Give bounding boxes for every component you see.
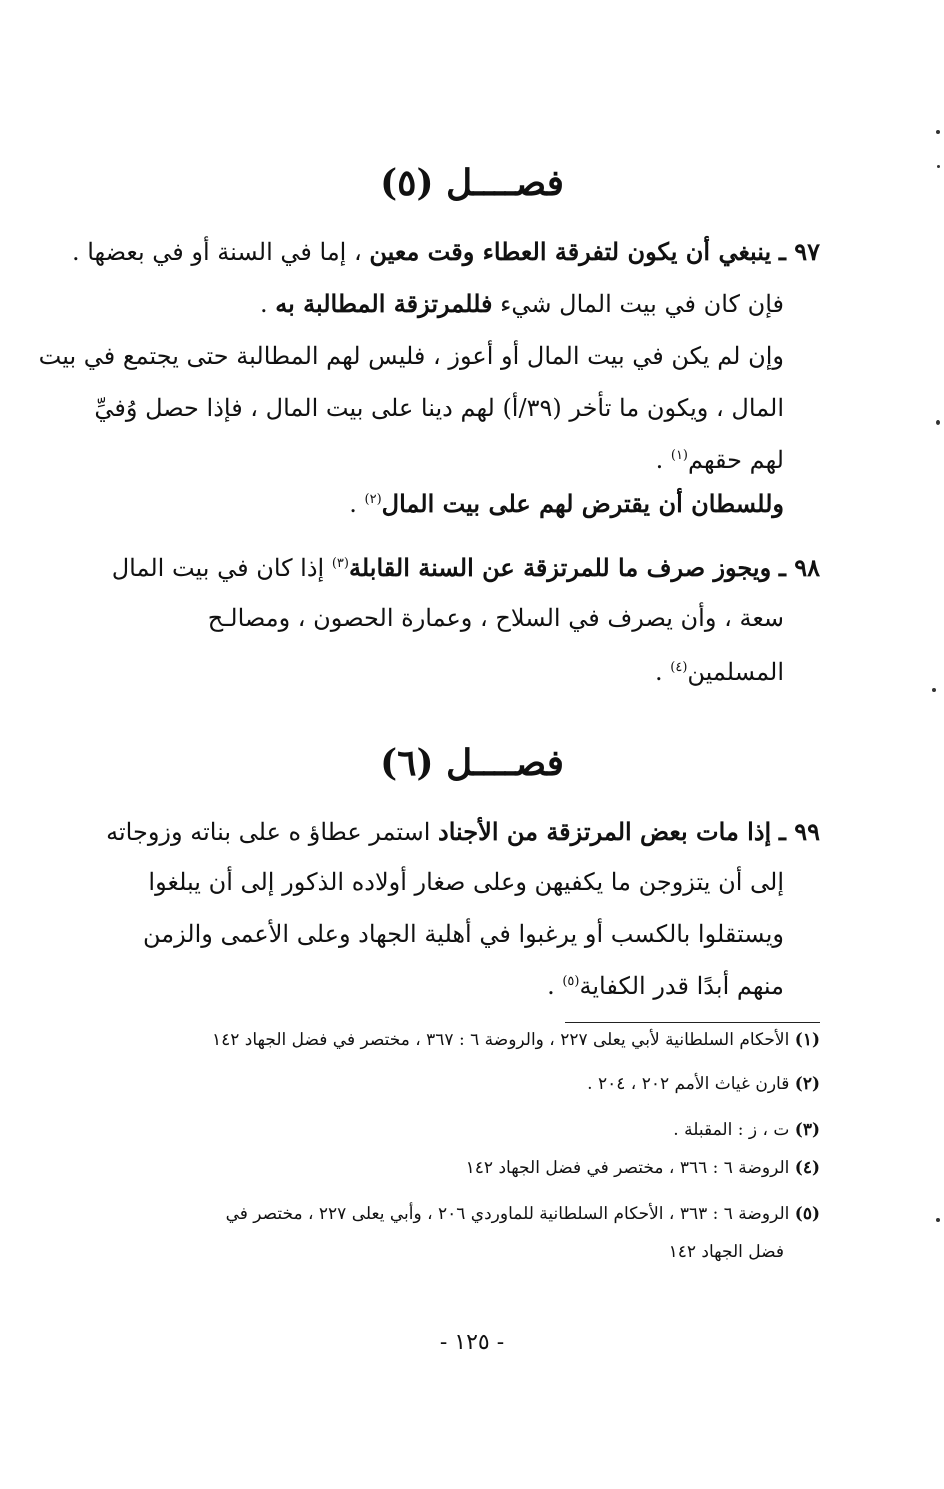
item-97-line-6 xyxy=(124,484,784,520)
item-97-line-5-text: لهم حقهم xyxy=(688,446,784,474)
item-99-line-2: إلى أن يتزوجن ما يكفيهن وعلى صغار أولاده الذكور إلى أن يبلغوا xyxy=(148,868,784,896)
footnote-ref-5: (٥) xyxy=(562,974,580,989)
footnote-5-number: (٥) xyxy=(794,1204,820,1224)
footnote-1 xyxy=(100,1028,820,1052)
item-98-line-3-end: . xyxy=(654,658,671,686)
item-99-number: ٩٩ ـ xyxy=(778,817,820,846)
footnote-2-text: قارن غياث الأمم ٢٠٢ ، ٢٠٤ . xyxy=(587,1074,790,1094)
item-97-line-2-end: . xyxy=(259,290,276,318)
footnote-4-text: الروضة ٦ : ٣٦٦ ، مختصر في فضل الجهاد ١٤٢ xyxy=(465,1158,790,1178)
footnote-ref-1: (١) xyxy=(670,448,688,463)
item-99-line-4-end: . xyxy=(547,972,563,1000)
footnote-5-text: الروضة ٦ : ٣٦٣ ، الأحكام السلطانية للماوردي ٢٠٦ ، وأبي يعلى ٢٢٧ ، مختصر في xyxy=(225,1204,790,1224)
item-98-line-3 xyxy=(124,652,784,688)
scan-mark xyxy=(936,130,940,134)
scan-mark xyxy=(937,165,940,168)
item-98-heading: ويجوز صرف ما للمرتزقة عن السنة القابلة xyxy=(348,553,772,582)
item-99-heading: إذا مات بعض المرتزقة من الأجناد xyxy=(438,817,772,846)
footnote-4 xyxy=(100,1156,820,1180)
page-number: - ١٢٥ - xyxy=(439,1330,505,1355)
item-99-line-1-rest: استمر عطاؤ ه على بناته وزوجاته xyxy=(106,818,439,846)
item-97-line-6-end: . xyxy=(349,490,365,518)
footnote-ref-3: (٣) xyxy=(331,556,349,571)
footnote-3-text: ت ، ز : المقبلة . xyxy=(673,1120,790,1140)
item-99-line-1 xyxy=(106,816,820,848)
item-97-line-2-text: فإن كان في بيت المال شيء xyxy=(492,290,784,318)
scan-mark xyxy=(936,1218,940,1222)
footnote-1-number: (١) xyxy=(794,1030,820,1050)
footnote-separator xyxy=(565,1022,820,1023)
footnote-5 xyxy=(100,1202,820,1226)
footnote-3 xyxy=(100,1118,820,1142)
footnote-1-text: الأحكام السلطانية لأبي يعلى ٢٢٧ ، والروضة ٦ : ٣٦٧ ، مختصر في فضل الجهاد ١٤٢ xyxy=(211,1030,790,1050)
section-heading-5: فصــــل (٥) xyxy=(380,162,564,204)
footnote-2-number: (٢) xyxy=(794,1074,820,1094)
item-98-line-3-text: المسلمين xyxy=(687,658,784,686)
item-99-line-4-text: منهم أبدًا قدر الكفاية xyxy=(579,972,784,1000)
item-99-line-3: ويستقلوا بالكسب أو يرغبوا في أهلية الجهاد وعلى الأعمى والزمن xyxy=(142,920,784,948)
scan-mark xyxy=(936,420,940,425)
footnote-5-continuation: فضل الجهاد ١٤٢ xyxy=(668,1242,784,1262)
item-99-line-4 xyxy=(124,966,784,1002)
item-98-line-1 xyxy=(111,548,820,584)
footnote-3-number: (٣) xyxy=(794,1120,820,1140)
footnote-4-number: (٤) xyxy=(794,1158,820,1178)
item-98-number: ٩٨ ـ xyxy=(778,553,820,582)
item-97-heading: ينبغي أن يكون لتفرقة العطاء وقت معين xyxy=(369,237,772,266)
item-97-line-4: المال ، ويكون ما تأخر (٣٩/أ) لهم دينا على بيت المال ، فإذا حصل وُفيِّ xyxy=(94,394,784,422)
item-97-line-3: وإن لم يكن في بيت المال أو أعوز ، فليس لهم المطالبة حتى يجتمع في بيت xyxy=(38,342,784,370)
item-97-line-6-bold: وللسطان أن يقترض لهم على بيت المال xyxy=(381,489,784,518)
item-97-line-5 xyxy=(124,440,784,476)
item-97-line-2-bold: فللمرتزقة المطالبة به xyxy=(275,289,493,318)
scan-mark xyxy=(932,688,936,692)
item-97-number: ٩٧ ـ xyxy=(778,237,820,266)
footnote-ref-2: (٢) xyxy=(364,492,382,507)
item-97-line-1 xyxy=(71,236,820,268)
item-98-line-2: سعة ، وأن يصرف في السلاح ، وعمارة الحصون ، ومصالـح xyxy=(207,604,784,632)
footnote-ref-4: (٤) xyxy=(670,660,688,675)
item-97-line-2 xyxy=(124,288,784,320)
item-97-line-1-rest: ، إما في السنة أو في بعضها . xyxy=(71,238,370,266)
footnote-2 xyxy=(100,1072,820,1096)
section-heading-6: فصــــل (٦) xyxy=(380,742,564,784)
item-98-line-1-rest: إذا كان في بيت المال xyxy=(111,554,332,582)
item-97-line-5-end: . xyxy=(655,446,671,474)
